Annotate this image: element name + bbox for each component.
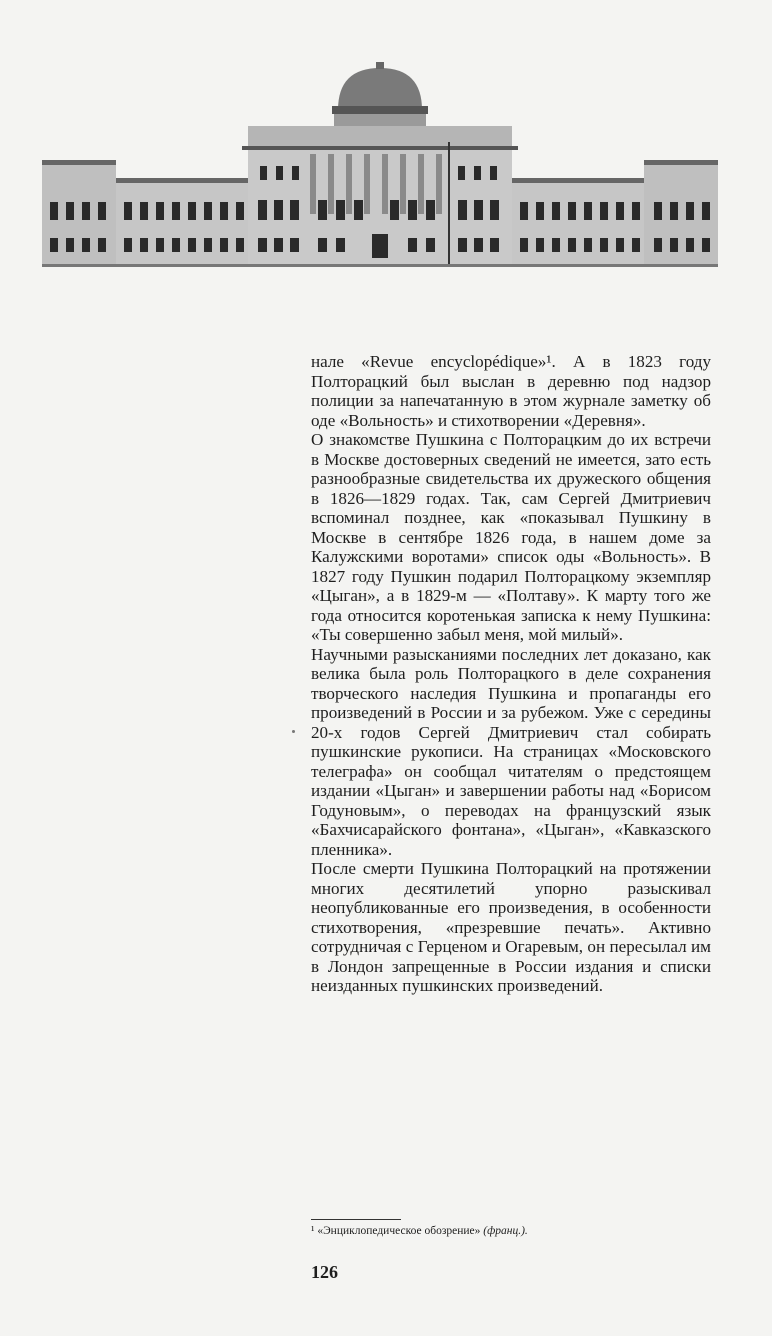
building-illustration [42, 62, 718, 268]
page-number: 126 [311, 1262, 338, 1282]
body-text [311, 352, 711, 996]
footnote [311, 1224, 711, 1238]
footnote-text: «Энциклопедическое обозрение» [317, 1225, 481, 1237]
footnote-marker: ¹ [311, 1225, 315, 1237]
paragraph: После смерти Пушкина Полторацкий на протяжении многих десятилетий упорно разыскивал неопубликованные его произведения, в особенности стихотворения, «презревшие печать». Активно сотрудничая с Герценом и Огаревым, он пересылал им в Лондон запрещенные в России издания и списки неизданных пушкинских произведений. [311, 859, 711, 995]
paragraph: Научными разысканиями последних лет доказано, как велика была роль Полторацкого в деле сохранения творческого наследия Пушкина и пропаганды его произведений в России и за рубежом. Уже с середины 20-х годов Сергей Дмитриевич стал собирать пушкинские рукописи. На страницах «Московского телеграфа» он сообщал читателям о предстоящем издании «Цыган» и завершении работы над «Борисом Годуновым», о переводах на французский язык «Бахчисарайского фонтана», «Цыган», «Кавказского пленника». [311, 644, 711, 859]
footnote-note: (франц.). [483, 1225, 528, 1237]
scan-speck [292, 730, 295, 733]
paragraph: нале «Revue encyclopédique»¹. А в 1823 году Полторацкий был выслан в деревню под надзор полиции за напечатанную в этом журнале заметку об оде «Вольность» и стихотворении «Деревня». [311, 352, 711, 430]
footnote-rule [311, 1219, 401, 1220]
paragraph: О знакомстве Пушкина с Полторацким до их встречи в Москве достоверных сведений не имеется, зато есть разнообразные свидетельства их дружеского общения в 1826—1829 годах. Так, сам Сергей Дмитриевич вспоминал позднее, как «показывал Пушкину в Москве в сентябре 1826 года, в нашем доме за Калужскими воротами» список оды «Вольность». В 1827 году Пушкин подарил Полторацкому экземпляр «Цыган», а в 1829-м — «Полтаву». К марту того же года относится коротенькая записка к нему Пушкина: «Ты совершенно забыл меня, мой милый». [311, 430, 711, 644]
